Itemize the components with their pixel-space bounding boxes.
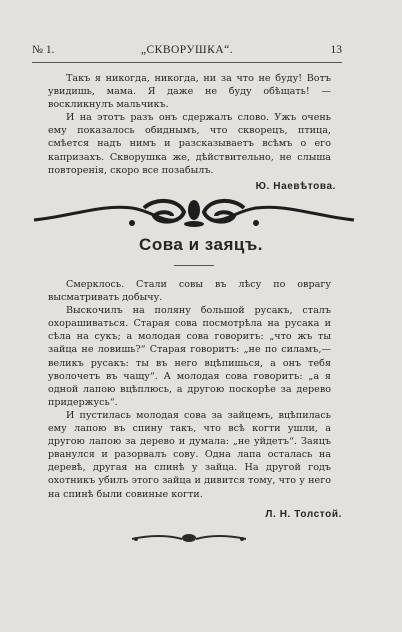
story2-title: Сова и заяцъ. [139, 235, 263, 254]
story2-text [48, 278, 331, 501]
story2-paragraph: И пустилась молодая сова за зайцемъ, вцѣпилась ему лапою въ спину такъ, что всѣ когти ушли, а другою лапою за дерево и думала: „не уйдетъ“. Заяцъ рванулся и разорвалъ сову. Одна лапа осталась на деревѣ, другая на спинѣ у зайца. На другой годъ охотникъ убилъ этого зайца и дивится тому, что у него на спинѣ были совиные когти. [48, 409, 331, 500]
story2-paragraph: Выскочилъ на поляну большой русакъ, сталъ охорашиваться. Старая сова посмотрѣла на русака и сѣла на сукъ; а молодая сова говоритъ: „что жъ ты зайца не ловишь?“ Старая говоритъ: „не по силамъ,—великъ русакъ: ты въ него вцѣпишься, а онъ тебя уволочетъ въ чащу“. А молодая сова говоритъ: „а я одной лапою вцѣплюсь, а другою поскорѣе за дерево придержусь“. [48, 305, 331, 408]
header-divider [32, 62, 342, 63]
title-underline [174, 265, 214, 266]
story1-author: Ю. Наевѣтова. [255, 181, 336, 192]
issue-number: № 1. [32, 44, 55, 56]
running-head [32, 44, 342, 58]
large-scroll-ornament [32, 196, 356, 230]
small-scroll-ornament [130, 531, 248, 545]
page-number: 13 [330, 44, 342, 56]
story1-text [48, 72, 331, 177]
story1-paragraph: Такъ я никогда, никогда, ни за что не буду! Вотъ увидишь, мама. Я даже не буду обѣщать! —воскликнулъ мальчикъ. [48, 73, 331, 111]
story2-paragraph: Смерклось. Стали совы въ лѣсу по оврагу высматривать добычу. [48, 279, 331, 304]
story2-author: Л. Н. Толстой. [265, 509, 342, 520]
story1-paragraph: И на этотъ разъ онъ сдержалъ слово. Ужъ очень ему показалось обиднымъ, что скворецъ, птица, смѣется надъ нимъ и разсказываетъ всѣмъ о его капризахъ. Скворушка же, дѣйствительно, не слыша повторенія, скоро все позабылъ. [48, 112, 331, 176]
magazine-title: „СКВОРУШКА“. [140, 44, 234, 56]
